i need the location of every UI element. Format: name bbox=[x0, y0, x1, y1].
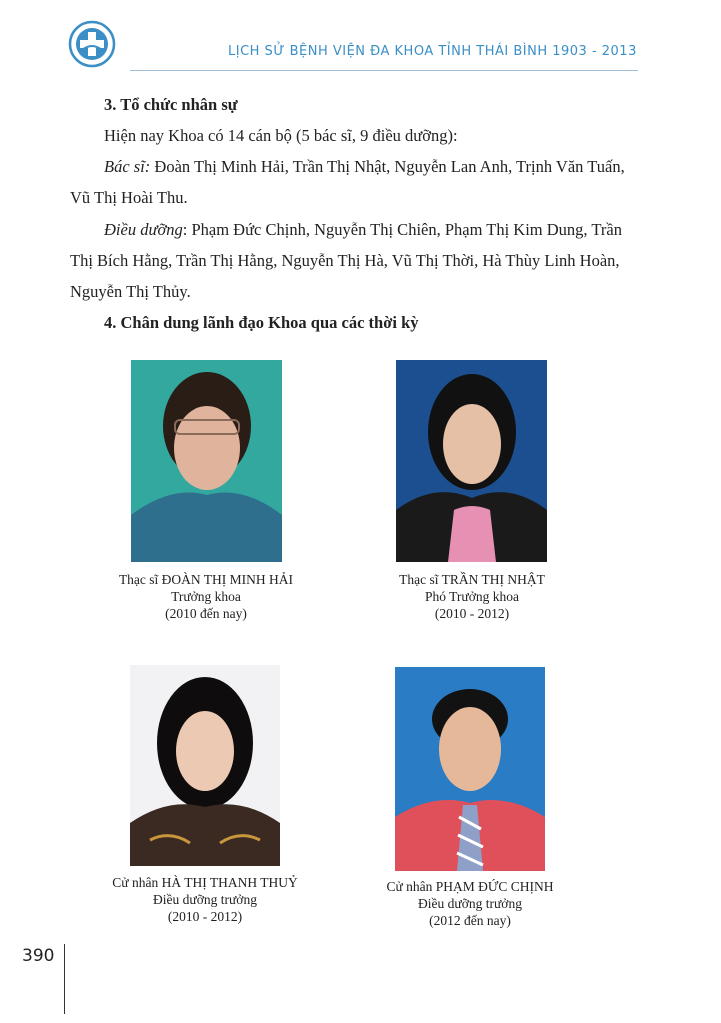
portrait-period: (2012 đến nay) bbox=[429, 913, 511, 928]
portrait-period: (2010 đến nay) bbox=[165, 606, 247, 621]
portrait-photo bbox=[395, 667, 545, 871]
doctors-line: Bác sĩ: Đoàn Thị Minh Hải, Trần Thị Nhật, Nguyễn Lan Anh, Trịnh Văn Tuấn, bbox=[104, 157, 625, 176]
nurses-line-3: Nguyễn Thị Thủy. bbox=[70, 282, 191, 301]
hospital-logo-icon bbox=[68, 20, 116, 68]
portrait-name: Thạc sĩ TRẦN THỊ NHẬT bbox=[399, 572, 545, 587]
portrait-photo bbox=[396, 360, 547, 562]
header-rule bbox=[130, 70, 638, 71]
portrait-name: Cử nhân PHẠM ĐỨC CHỊNH bbox=[386, 879, 554, 894]
portrait-role: Phó Trưởng khoa bbox=[425, 589, 519, 604]
portrait-role: Điều dưỡng trưởng bbox=[153, 892, 257, 907]
doctors-label: Bác sĩ: bbox=[104, 157, 151, 176]
portrait-caption bbox=[360, 878, 580, 929]
section-heading: 3. Tổ chức nhân sự bbox=[104, 95, 238, 114]
nurses-line: Điều dưỡng: Phạm Đức Chịnh, Nguyễn Thị Chiên, Phạm Thị Kim Dung, Trần bbox=[104, 220, 622, 239]
portrait-photo bbox=[131, 360, 282, 562]
portrait-photo bbox=[130, 665, 280, 866]
portrait-period: (2010 - 2012) bbox=[167, 909, 243, 924]
portrait-role: Điều dưỡng trưởng bbox=[418, 896, 522, 911]
portrait-name: Thạc sĩ ĐOÀN THỊ MINH HẢI bbox=[118, 572, 294, 587]
portrait-role: Trưởng khoa bbox=[171, 589, 241, 604]
portrait-period: (2010 - 2012) bbox=[434, 606, 510, 621]
portrait-name: Cử nhân HÀ THỊ THANH THUỶ bbox=[112, 875, 298, 890]
doctors-line-2: Vũ Thị Hoài Thu. bbox=[70, 188, 188, 207]
portrait-caption bbox=[362, 571, 582, 622]
section-heading: 4. Chân dung lãnh đạo Khoa qua các thời kỳ bbox=[104, 313, 419, 332]
page-number: 390 bbox=[22, 946, 55, 966]
running-header: LỊCH SỬ BỆNH VIỆN ĐA KHOA TỈNH THÁI BÌNH 1903 - 2013 bbox=[228, 44, 637, 59]
staff-intro: Hiện nay Khoa có 14 cán bộ (5 bác sĩ, 9 điều dưỡng): bbox=[104, 126, 458, 145]
nurses-label: Điều dưỡng bbox=[104, 220, 183, 239]
footer-divider bbox=[64, 944, 65, 1014]
portrait-caption bbox=[96, 571, 316, 622]
nurses-line-2: Thị Bích Hằng, Trần Thị Hằng, Nguyễn Thị Hà, Vũ Thị Thời, Hà Thùy Linh Hoàn, bbox=[70, 251, 620, 270]
portrait-caption bbox=[95, 874, 315, 925]
